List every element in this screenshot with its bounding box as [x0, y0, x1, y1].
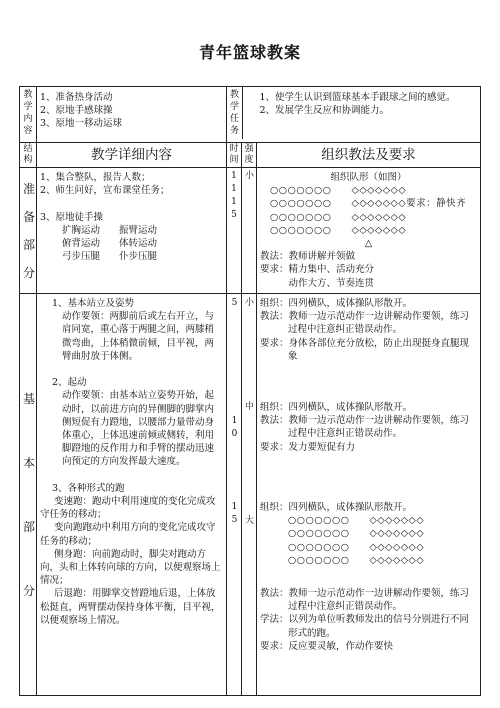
structure-heading: 结 构 — [20, 143, 37, 168]
formation-row: ○○○○○○○ ◇◇◇◇◇◇◇要求：静快齐 — [270, 198, 467, 210]
prep-method: 组织队形（如图） ○○○○○○○ ◇◇◇◇◇◇◇ ○○○○○○○ ◇◇◇◇◇◇◇要求：静快齐 ○○○○○○○ ◇◇◇◇◇◇◇ ○○○○○○○ ◇◇◇◇◇◇◇ △ 教法：教师讲解并领做 要求：精力集中、活动充分 动作大方、节奏连贯 — [257, 168, 481, 294]
intensity-heading: 强 度 — [242, 143, 257, 168]
header-row — [20, 87, 481, 143]
task-label: 教 学 任 务 — [227, 87, 243, 139]
teacher-marker-icon: △ — [364, 238, 373, 250]
formation-row: ○○○○○○○ ◇◇◇◇◇◇◇ — [288, 554, 425, 566]
method-heading: 组织教法及要求 — [257, 143, 481, 168]
basic-section-row — [20, 294, 481, 696]
formation-row: ○○○○○○○ ◇◇◇◇◇◇◇ — [288, 515, 425, 527]
prep-intensity: 小 — [242, 168, 257, 294]
page-title: 青年篮球教案 — [198, 43, 301, 62]
content-label: 教 学 内 容 — [20, 87, 37, 143]
formation-row: ○○○○○○○ ◇◇◇◇◇◇◇ — [288, 528, 425, 540]
prep-label: 准 备 部 分 — [20, 168, 37, 294]
formation-row: ○○○○○○○ ◇◇◇◇◇◇◇ — [288, 541, 425, 553]
column-heading-row — [20, 143, 481, 168]
basic-content: 1、基本站立及姿势 动作要领：两脚前后或左右开立，与肩同宽，重心落于两腿之间，两膝稍微弯曲，上体稍微前倾，目平视，两臂曲肘放于体侧。 2、起动 动作要领：由基本站立姿势开始，起动时，以前进方向的异侧脚的脚掌内侧短促有力蹬地，以腰部力量带动身体重心，上体迅速前倾或侧转，利用脚蹬地的反作用力和手臂的摆动迅速向预定的方向发挥最大速度。 3、各种形式的跑 变速跑：跑动中利用速度的变化完成攻守任务的移动； 变向跑跑动中利用方向的变化完成攻守任务的移动； 侧身跑：向前跑动时，脚尖对跑动方向，头和上体转向球的方向，以便观察场上情况； 后退跑：用脚掌交替蹬地后退，上体放松挺直，两臂摆动保持身体平衡，目平视，以便观察场上情况。 — [37, 294, 227, 696]
lesson-plan-table — [19, 86, 481, 696]
task-items: 1、使学生认识到篮球基本手跟球之间的感觉。 2、发展学生反应和协调能力。 — [257, 87, 481, 143]
prep-time: 1 1 1 5 — [227, 168, 242, 294]
formation-row: ○○○○○○○ ◇◇◇◇◇◇◇ — [270, 224, 407, 236]
formation-row: ○○○○○○○ ◇◇◇◇◇◇◇ — [270, 211, 407, 223]
formation-row: ○○○○○○○ ◇◇◇◇◇◇◇ — [270, 185, 407, 197]
prep-content: 1、集合整队，报告人数； 2、师生问好，宣布课堂任务； 3、原地徒手操 扩胸运动 振臂运动 俯背运动 体转运动 弓步压腿 仆步压腿 — [37, 168, 227, 294]
content-items: 1、准备热身活动 2、原地手感球操 3、原地一移动运球 — [37, 87, 227, 143]
basic-intensity: 小 中 大 — [242, 294, 257, 696]
basic-label: 基 本 部 分 — [20, 294, 37, 696]
prep-section-row — [20, 168, 481, 294]
time-heading: 时 间 — [227, 143, 242, 168]
detail-heading: 教学详细内容 — [37, 143, 227, 168]
basic-method: 组织：四列横队，成体操队形散开。 教法：教师一边示范动作一边讲解动作要领，练习过程中注意纠正错误动作。 要求：身体各部位充分放松，防止出现挺身直腿现象 组织：四列横队，成体操队形散开。 教法：教师一边示范动作一边讲解动作要领，练习过程中注意纠正错误动作。 要求：发力要短促有力 组织：四列横队，成体操队形散开。 ○○○○○○○ ◇◇◇◇◇◇◇ ○○○○○○○ ◇◇◇◇◇◇◇ ○○○○○○○ ◇◇◇◇◇◇◇ ○○○○○○○ ◇◇◇◇◇◇◇ 教法：教师一边示范动作一边讲解动作要领，练习过程中注意纠正错误动作。 学法：以列为单位听教师发出的信号分别进行不同形式的跑。 要求：反应要灵敏，作动作要快 — [257, 294, 481, 696]
basic-time: 5 1 0 1 5 — [227, 294, 242, 696]
